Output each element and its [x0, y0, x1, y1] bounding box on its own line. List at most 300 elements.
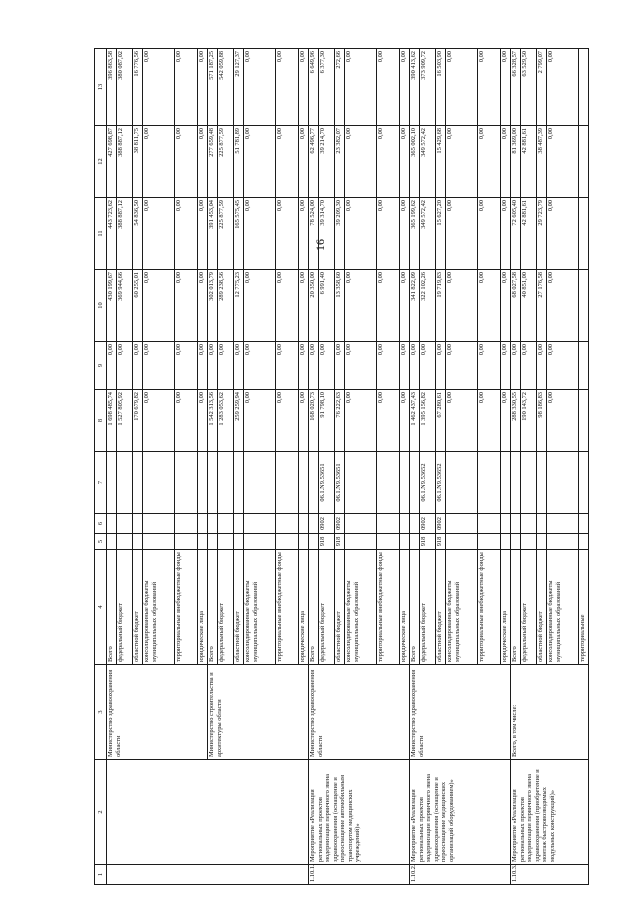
section-code [410, 514, 420, 534]
amount-cell: 341 822,09 [410, 270, 420, 342]
grbs-code [345, 534, 377, 550]
target-article-code [410, 452, 420, 514]
funding-source: федеральный бюджет [319, 550, 335, 665]
funding-source: Всего [309, 550, 319, 665]
amount-cell [579, 126, 589, 198]
amount-cell: 0,00 [299, 198, 309, 270]
target-article-code [133, 452, 143, 514]
amount-cell: 388 887,12 [117, 198, 133, 270]
target-article-code [446, 452, 478, 514]
amount-cell: 302 013,79 [208, 270, 218, 342]
section-code [579, 514, 589, 534]
amount-cell: 0,00 [436, 342, 446, 390]
grbs-code [234, 534, 244, 550]
amount-cell: 0,00 [218, 342, 234, 390]
amount-cell: 0,00 [478, 342, 501, 390]
amount-cell: 0,00 [244, 49, 276, 126]
grbs-code: 918 [420, 534, 436, 550]
grbs-code [175, 534, 198, 550]
amount-cell: 40 851,00 [521, 270, 537, 342]
amount-cell: 225 877,59 [218, 126, 234, 198]
amount-cell: 42 881,61 [521, 198, 537, 270]
amount-cell: 1 542 313,56 [208, 390, 218, 452]
amount-cell: 365 199,62 [410, 198, 420, 270]
amount-cell: 430 199,67 [107, 270, 117, 342]
column-number: 4 [95, 550, 107, 665]
grbs-code: 918 [319, 534, 335, 550]
amount-cell: 0,00 [345, 49, 377, 126]
funding-source: юридические лица [198, 550, 208, 665]
amount-cell: 0,00 [276, 126, 299, 198]
section-code: 0902 [319, 514, 335, 534]
section-code: 0902 [420, 514, 436, 534]
funding-source: консолидированные бюджеты муниципальных образований [143, 550, 175, 665]
amount-cell: 0,00 [198, 49, 208, 126]
amount-cell: 63 529,50 [521, 49, 537, 126]
amount-cell: 391 453,04 [208, 198, 218, 270]
target-article-code [117, 452, 133, 514]
target-article-code [537, 452, 547, 514]
amount-cell: 13 358,60 [335, 270, 345, 342]
grbs-code [208, 534, 218, 550]
grbs-code [547, 534, 579, 550]
amount-cell: 0,00 [400, 198, 410, 270]
amount-cell: 0,00 [244, 270, 276, 342]
amount-cell: 0,00 [501, 198, 511, 270]
amount-cell: 272,66 [335, 49, 345, 126]
target-article-code [208, 452, 218, 514]
funding-source: юридические лица [299, 550, 309, 665]
section-code: 0902 [335, 514, 345, 534]
column-number: 13 [95, 49, 107, 126]
amount-cell [579, 270, 589, 342]
amount-cell: 0,00 [377, 342, 400, 390]
amount-cell: 0,00 [143, 49, 175, 126]
amount-cell: 0,00 [234, 342, 244, 390]
amount-cell: 0,00 [143, 390, 175, 452]
executor: Министерство здравоохранения области [410, 665, 511, 760]
column-number: 2 [95, 760, 107, 865]
amount-cell: 66 328,57 [511, 49, 521, 126]
funding-source: территориальные внебюджетные фонды [377, 550, 400, 665]
amount-cell: 0,00 [133, 342, 143, 390]
amount-cell: 0,00 [478, 49, 501, 126]
measure-name: Мероприятие «Реализация региональных проектов модернизации первичного звена здравоохранения (приобретение и монтаж быстровозводимых модульных конструкций)» [511, 760, 589, 865]
amount-cell: 396 863,58 [107, 49, 117, 126]
measure-name: Мероприятие «Реализация региональных проектов модернизации первичного звена здравоохранения (оснащение и переоснащение автомобильным транспортом медицинских учреждений)» [309, 760, 410, 865]
amount-cell: 170 679,82 [133, 390, 143, 452]
section-code: 0902 [436, 514, 446, 534]
amount-cell: 0,00 [107, 342, 117, 390]
grbs-code [478, 534, 501, 550]
amount-cell: 0,00 [377, 126, 400, 198]
amount-cell: 0,00 [547, 49, 579, 126]
amount-cell: 0,00 [400, 342, 410, 390]
amount-cell: 0,00 [276, 270, 299, 342]
executor: Министерство строительства и архитектуры области [208, 665, 309, 760]
amount-cell: 23 382,07 [335, 126, 345, 198]
grbs-code [579, 534, 589, 550]
amount-cell: 78 524,00 [309, 198, 319, 270]
amount-cell: 0,00 [175, 390, 198, 452]
column-number: 7 [95, 452, 107, 514]
target-article-code: 06.1.N9.53651 [335, 452, 345, 514]
funding-source: юридические лица [400, 550, 410, 665]
target-article-code [400, 452, 410, 514]
section-code [107, 514, 117, 534]
amount-cell: 0,00 [244, 126, 276, 198]
amount-cell: 0,00 [244, 198, 276, 270]
amount-cell: 0,00 [501, 270, 511, 342]
section-code [537, 514, 547, 534]
amount-cell: 62 496,77 [309, 126, 319, 198]
column-number: 12 [95, 126, 107, 198]
amount-cell: 0,00 [345, 126, 377, 198]
section-code [234, 514, 244, 534]
amount-cell: 0,00 [117, 342, 133, 390]
funding-source: Всего [410, 550, 420, 665]
amount-cell: 0,00 [547, 342, 579, 390]
target-article-code [478, 452, 501, 514]
amount-cell: 0,00 [175, 49, 198, 126]
amount-cell: 81 369,00 [511, 126, 521, 198]
amount-cell: 1 527 805,92 [117, 390, 133, 452]
amount-cell: 0,00 [446, 126, 478, 198]
amount-cell: 571 187,25 [208, 49, 218, 126]
column-number: 8 [95, 390, 107, 452]
funding-source: федеральный бюджет [420, 550, 436, 665]
target-article-code [511, 452, 521, 514]
amount-cell: 0,00 [244, 342, 276, 390]
amount-cell: 0,00 [345, 198, 377, 270]
amount-cell: 19 719,83 [436, 270, 446, 342]
measure-code: 1.10.2. [410, 865, 511, 885]
target-article-code [244, 452, 276, 514]
grbs-code [117, 534, 133, 550]
table-row [107, 49, 117, 885]
amount-cell: 0,00 [345, 342, 377, 390]
amount-cell: 0,00 [175, 270, 198, 342]
amount-cell: 0,00 [501, 126, 511, 198]
table-row [410, 49, 420, 885]
amount-cell [579, 198, 589, 270]
amount-cell: 0,00 [319, 342, 335, 390]
column-number: 10 [95, 270, 107, 342]
amount-cell: 0,00 [143, 342, 175, 390]
funding-source: юридические лица [501, 550, 511, 665]
amount-cell: 39 214,70 [319, 126, 335, 198]
amount-cell: 0,00 [299, 49, 309, 126]
amount-cell: 0,00 [410, 342, 420, 390]
funding-source: консолидированные бюджеты муниципальных образований [244, 550, 276, 665]
amount-cell: 0,00 [299, 126, 309, 198]
grbs-code [107, 534, 117, 550]
funding-source: федеральный бюджет [218, 550, 234, 665]
grbs-code [218, 534, 234, 550]
amount-cell: 277 659,48 [208, 126, 218, 198]
amount-cell: 39 209,30 [335, 198, 345, 270]
amount-cell: 0,00 [501, 49, 511, 126]
amount-cell: 388 887,12 [117, 126, 133, 198]
amount-cell: 1 698 485,74 [107, 390, 117, 452]
amount-cell: 0,00 [198, 126, 208, 198]
amount-cell: 0,00 [377, 270, 400, 342]
funding-source: областной бюджет [234, 550, 244, 665]
funding-source: консолидированные бюджеты муниципальных образований [345, 550, 377, 665]
funding-source: территориальные внебюджетные фонды [276, 550, 299, 665]
grbs-code [309, 534, 319, 550]
target-article-code [299, 452, 309, 514]
amount-cell: 0,00 [446, 198, 478, 270]
target-article-code [345, 452, 377, 514]
section-code [208, 514, 218, 534]
amount-cell: 0,00 [420, 342, 436, 390]
measure-name [107, 760, 309, 865]
amount-cell: 0,00 [198, 390, 208, 452]
target-article-code [276, 452, 299, 514]
amount-cell: 0,00 [276, 49, 299, 126]
funding-source: Всего [107, 550, 117, 665]
amount-cell: 6 649,96 [309, 49, 319, 126]
target-article-code: 06.1.N9.53652 [436, 452, 446, 514]
amount-cell: 0,00 [299, 390, 309, 452]
grbs-code [501, 534, 511, 550]
amount-cell: 16 503,90 [436, 49, 446, 126]
funding-source: федеральный бюджет [521, 550, 537, 665]
amount-cell: 165 575,45 [234, 198, 244, 270]
section-code [400, 514, 410, 534]
amount-cell: 0,00 [446, 342, 478, 390]
amount-cell: 51 781,89 [234, 126, 244, 198]
funding-source: Всего [208, 550, 218, 665]
amount-cell: 259 259,94 [234, 390, 244, 452]
amount-cell: 0,00 [478, 270, 501, 342]
amount-cell: 0,00 [478, 390, 501, 452]
funding-source: областной бюджет [335, 550, 345, 665]
amount-cell: 98 186,83 [537, 390, 547, 452]
grbs-code: 918 [436, 534, 446, 550]
amount-cell: 380 087,02 [117, 49, 133, 126]
section-code [547, 514, 579, 534]
funding-source: областной бюджет [537, 550, 547, 665]
target-article-code [501, 452, 511, 514]
table-row [309, 49, 319, 885]
target-article-code [234, 452, 244, 514]
column-number: 9 [95, 342, 107, 390]
amount-cell: 2 799,07 [537, 49, 547, 126]
page-number: 16 [313, 239, 327, 251]
amount-cell: 38 487,39 [537, 126, 547, 198]
amount-cell: 0,00 [377, 198, 400, 270]
amount-cell: 20 350,00 [309, 270, 319, 342]
measure-name: Мероприятие «Реализация региональных проектов модернизации первичного звена здравоохранения (оснащение и переоснащение медицинских организаций оборудованием)» [410, 760, 511, 865]
amount-cell: 0,00 [276, 198, 299, 270]
amount-cell: 91 798,10 [319, 390, 335, 452]
amount-cell: 0,00 [345, 270, 377, 342]
grbs-code [377, 534, 400, 550]
executor: Всего, в том числе: [511, 665, 589, 760]
grbs-code [299, 534, 309, 550]
table-row [208, 49, 218, 885]
amount-cell: 349 572,42 [420, 198, 436, 270]
grbs-code [400, 534, 410, 550]
amount-cell: 29 127,37 [234, 49, 244, 126]
section-code [198, 514, 208, 534]
amount-cell: 190 143,72 [521, 390, 537, 452]
amount-cell: 0,00 [143, 126, 175, 198]
amount-cell: 0,00 [335, 342, 345, 390]
amount-cell: 39 314,70 [319, 198, 335, 270]
funding-source: Всего [511, 550, 521, 665]
amount-cell: 12 775,23 [234, 270, 244, 342]
section-code [377, 514, 400, 534]
amount-cell: 0,00 [537, 342, 547, 390]
amount-cell: 0,00 [175, 126, 198, 198]
section-code [521, 514, 537, 534]
section-code [501, 514, 511, 534]
amount-cell: 322 102,26 [420, 270, 436, 342]
amount-cell: 0,00 [345, 390, 377, 452]
amount-cell: 0,00 [478, 126, 501, 198]
amount-cell: 38 811,75 [133, 126, 143, 198]
amount-cell: 0,00 [309, 342, 319, 390]
target-article-code: 06.1.N9.53651 [319, 452, 335, 514]
amount-cell: 289 238,56 [218, 270, 234, 342]
funding-source: территориальные внебюджетные фонды [175, 550, 198, 665]
target-article-code [107, 452, 117, 514]
amount-cell: 6 377,30 [319, 49, 335, 126]
amount-cell: 0,00 [400, 390, 410, 452]
amount-cell [579, 342, 589, 390]
amount-cell: 0,00 [446, 49, 478, 126]
grbs-code: 918 [335, 534, 345, 550]
column-number: 3 [95, 665, 107, 760]
amount-cell: 542 059,88 [218, 49, 234, 126]
target-article-code [309, 452, 319, 514]
section-code [446, 514, 478, 534]
grbs-code [521, 534, 537, 550]
amount-cell: 0,00 [511, 342, 521, 390]
amount-cell: 27 176,58 [537, 270, 547, 342]
amount-cell: 0,00 [446, 390, 478, 452]
amount-cell: 72 605,40 [511, 198, 521, 270]
amount-cell [579, 49, 589, 126]
section-code [133, 514, 143, 534]
section-code [244, 514, 276, 534]
grbs-code [276, 534, 299, 550]
amount-cell: 0,00 [400, 270, 410, 342]
measure-code: 1.10.1. [309, 865, 410, 885]
amount-cell: 54 836,50 [133, 198, 143, 270]
amount-cell: 427 698,87 [107, 126, 117, 198]
amount-cell: 0,00 [547, 270, 579, 342]
section-code [345, 514, 377, 534]
target-article-code [521, 452, 537, 514]
section-code [143, 514, 175, 534]
funding-source: территориальные [579, 550, 589, 665]
section-code [478, 514, 501, 534]
amount-cell: 1 395 156,82 [420, 390, 436, 452]
amount-cell: 0,00 [198, 270, 208, 342]
amount-cell: 6 991,40 [319, 270, 335, 342]
amount-cell: 42 881,61 [521, 126, 537, 198]
budget-table [94, 48, 589, 885]
amount-cell: 0,00 [547, 198, 579, 270]
funding-source: федеральный бюджет [117, 550, 133, 665]
amount-cell: 1 462 437,43 [410, 390, 420, 452]
funding-source: территориальные внебюджетные фонды [478, 550, 501, 665]
amount-cell: 0,00 [547, 126, 579, 198]
column-number: 6 [95, 514, 107, 534]
section-code [309, 514, 319, 534]
funding-source: консолидированные бюджеты муниципальных образований [446, 550, 478, 665]
grbs-code [133, 534, 143, 550]
target-article-code [175, 452, 198, 514]
amount-cell: 0,00 [299, 342, 309, 390]
amount-cell: 0,00 [501, 342, 511, 390]
amount-cell: 0,00 [377, 390, 400, 452]
target-article-code [579, 452, 589, 514]
amount-cell: 0,00 [175, 342, 198, 390]
amount-cell: 349 572,42 [420, 126, 436, 198]
amount-cell: 76 222,63 [335, 390, 345, 452]
amount-cell: 0,00 [143, 270, 175, 342]
target-article-code [198, 452, 208, 514]
amount-cell: 373 909,72 [420, 49, 436, 126]
funding-source: консолидированные бюджеты муниципальных образований [547, 550, 579, 665]
measure-code: 1.10.3. [511, 865, 589, 885]
amount-cell: 0,00 [276, 342, 299, 390]
amount-cell: 369 944,66 [117, 270, 133, 342]
budget-table-rotated [94, 49, 586, 885]
grbs-code [511, 534, 521, 550]
amount-cell: 0,00 [547, 390, 579, 452]
grbs-code [198, 534, 208, 550]
amount-cell: 0,00 [521, 342, 537, 390]
amount-cell [579, 390, 589, 452]
section-code [276, 514, 299, 534]
measure-code [107, 865, 309, 885]
amount-cell: 15 627,20 [436, 198, 446, 270]
amount-cell: 0,00 [198, 198, 208, 270]
amount-cell: 29 723,79 [537, 198, 547, 270]
amount-cell: 0,00 [198, 342, 208, 390]
amount-cell: 0,00 [478, 198, 501, 270]
grbs-code [446, 534, 478, 550]
section-code [175, 514, 198, 534]
grbs-code [537, 534, 547, 550]
amount-cell: 390 413,62 [410, 49, 420, 126]
amount-cell: 1 283 053,62 [218, 390, 234, 452]
amount-cell: 15 429,68 [436, 126, 446, 198]
amount-cell: 0,00 [276, 390, 299, 452]
funding-source: областной бюджет [133, 550, 143, 665]
section-code [511, 514, 521, 534]
amount-cell: 0,00 [208, 342, 218, 390]
amount-cell: 288 330,55 [511, 390, 521, 452]
target-article-code [377, 452, 400, 514]
funding-source: областной бюджет [436, 550, 446, 665]
section-code [117, 514, 133, 534]
section-code [218, 514, 234, 534]
column-number: 1 [95, 865, 107, 885]
amount-cell: 0,00 [377, 49, 400, 126]
amount-cell: 168 020,73 [309, 390, 319, 452]
amount-cell: 443 723,62 [107, 198, 117, 270]
grbs-code [410, 534, 420, 550]
column-number-row [95, 49, 107, 885]
amount-cell: 16 776,56 [133, 49, 143, 126]
